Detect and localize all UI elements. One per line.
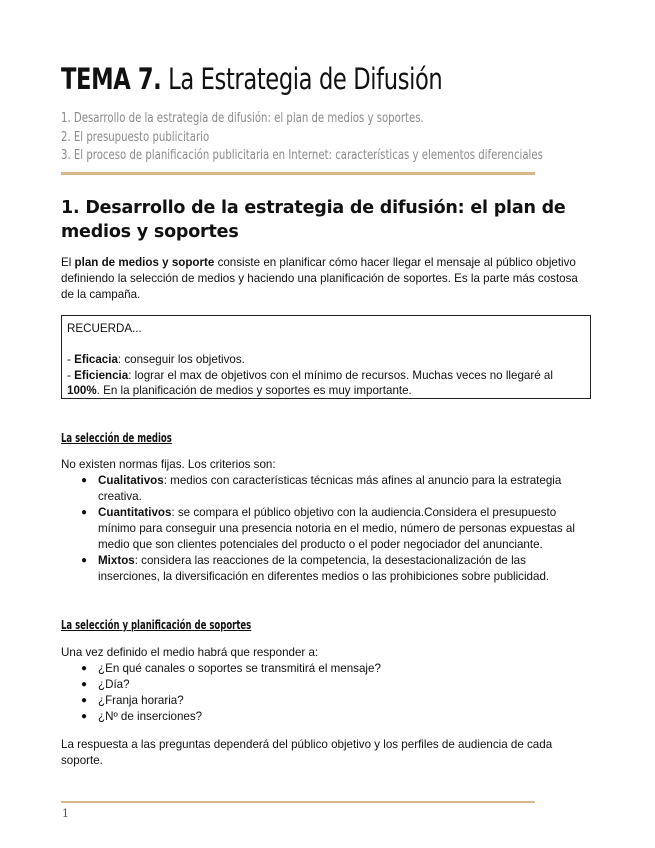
intro-paragraph bbox=[61, 255, 589, 303]
soportes-questions-list bbox=[61, 661, 586, 725]
toc-item: 1. Desarrollo de la estrategia de difusión: el plan de medios y soportes. bbox=[61, 111, 424, 126]
recuerda-box bbox=[61, 315, 591, 399]
criterion-label: Mixtos bbox=[98, 554, 135, 567]
subheading-soportes: La selección y planificación de soportes bbox=[61, 617, 252, 632]
eficiencia-label: Eficiencia bbox=[74, 368, 129, 382]
criterion-text: : considera las reacciones de la competencia, la desestacionalización de las inserciones, la diversificación en diferentes medios o las prohibiciones sobre publicidad. bbox=[98, 554, 550, 583]
recuerda-title: RECUERDA... bbox=[67, 322, 142, 335]
list-item bbox=[61, 693, 586, 709]
soportes-closing: La respuesta a las preguntas dependerá del público objetivo y los perfiles de audiencia de cada soporte. bbox=[61, 738, 553, 767]
page-number: 1 bbox=[62, 807, 69, 820]
list-item bbox=[61, 661, 586, 677]
list-item bbox=[61, 473, 586, 505]
list-item bbox=[61, 505, 586, 553]
recuerda-item-eficacia: - Eficacia: conseguir los objetivos. bbox=[67, 353, 245, 366]
criterion-text: : medios con características técnicas más afines al anuncio para la estrategia creativa. bbox=[98, 474, 562, 503]
eficiencia-text: : lograr el max de objetivos con el mínimo de recursos. Muchas veces no llegaré al bbox=[128, 368, 553, 382]
bullet-dot-icon: ● bbox=[81, 507, 88, 518]
table-of-contents bbox=[61, 110, 543, 166]
bottom-divider bbox=[61, 801, 535, 803]
subheading-medios: La selección de medios bbox=[61, 430, 172, 445]
toc-item: 3. El proceso de planificación publicitaria en Internet: características y elementos diferenciales bbox=[61, 148, 543, 163]
toc-item: 2. El presupuesto publicitario bbox=[61, 129, 210, 145]
bullet-dot-icon: ● bbox=[81, 555, 88, 566]
top-divider bbox=[61, 172, 535, 175]
intro-bold: plan de medios y soporte bbox=[74, 256, 215, 269]
soportes-intro: Una vez definido el medio habrá que responder a: bbox=[61, 646, 319, 659]
question-text: ¿Nº de inserciones? bbox=[98, 710, 203, 723]
list-item bbox=[61, 553, 586, 585]
bullet-dot-icon: ● bbox=[81, 475, 88, 486]
list-item bbox=[61, 709, 586, 725]
document-title bbox=[61, 60, 442, 98]
intro-post: consiste en planificar cómo hacer llegar el mensaje al público objetivo definiendo la selección de medios y haciendo una planificación de soportes. Es la parte más costosa de la campaña. bbox=[61, 256, 578, 301]
question-text: ¿En qué canales o soportes se transmitirá el mensaje? bbox=[98, 662, 381, 675]
title-text: La Estrategia de Difusión bbox=[161, 62, 443, 96]
intro-pre: El bbox=[61, 256, 75, 269]
medios-criteria-list bbox=[61, 473, 586, 585]
criterion-label: Cualitativos bbox=[98, 474, 164, 487]
title-number: TEMA 7. bbox=[61, 62, 162, 96]
criterion-label: Cuantitativos bbox=[98, 506, 172, 519]
question-text: ¿Día? bbox=[98, 678, 130, 691]
bullet-dot-icon: ● bbox=[81, 663, 88, 674]
list-item bbox=[61, 677, 586, 693]
question-text: ¿Franja horaria? bbox=[98, 694, 184, 707]
eficiencia-percent: 100% bbox=[67, 384, 97, 397]
eficacia-text: : conseguir los objetivos. bbox=[117, 353, 245, 366]
criterion-text: : se compara el público objetivo con la audiencia.Considera el presupuesto mínimo para conseguir una presencia notoria en el medio, número de personas expuestas al medio que son clientes potenciales del producto o el poder negociador del anunciante. bbox=[98, 506, 575, 551]
section-heading: 1. Desarrollo de la estrategia de difusión: el plan de medios y soportes bbox=[61, 198, 566, 242]
bullet-dot-icon: ● bbox=[81, 679, 88, 690]
recuerda-item-eficiencia: - Eficiencia: lograr el max de objetivos con el mínimo de recursos. Muchas veces no llegaré al 100%. En la planificación de medios y soportes es muy importante. bbox=[67, 368, 553, 397]
eficacia-label: Eficacia bbox=[74, 353, 118, 366]
medios-intro: No existen normas fijas. Los criterios son: bbox=[61, 458, 276, 471]
bullet-dot-icon: ● bbox=[81, 711, 88, 722]
bullet-dot-icon: ● bbox=[81, 695, 88, 706]
eficiencia-text-end: . En la planificación de medios y soportes es muy importante. bbox=[96, 384, 412, 397]
